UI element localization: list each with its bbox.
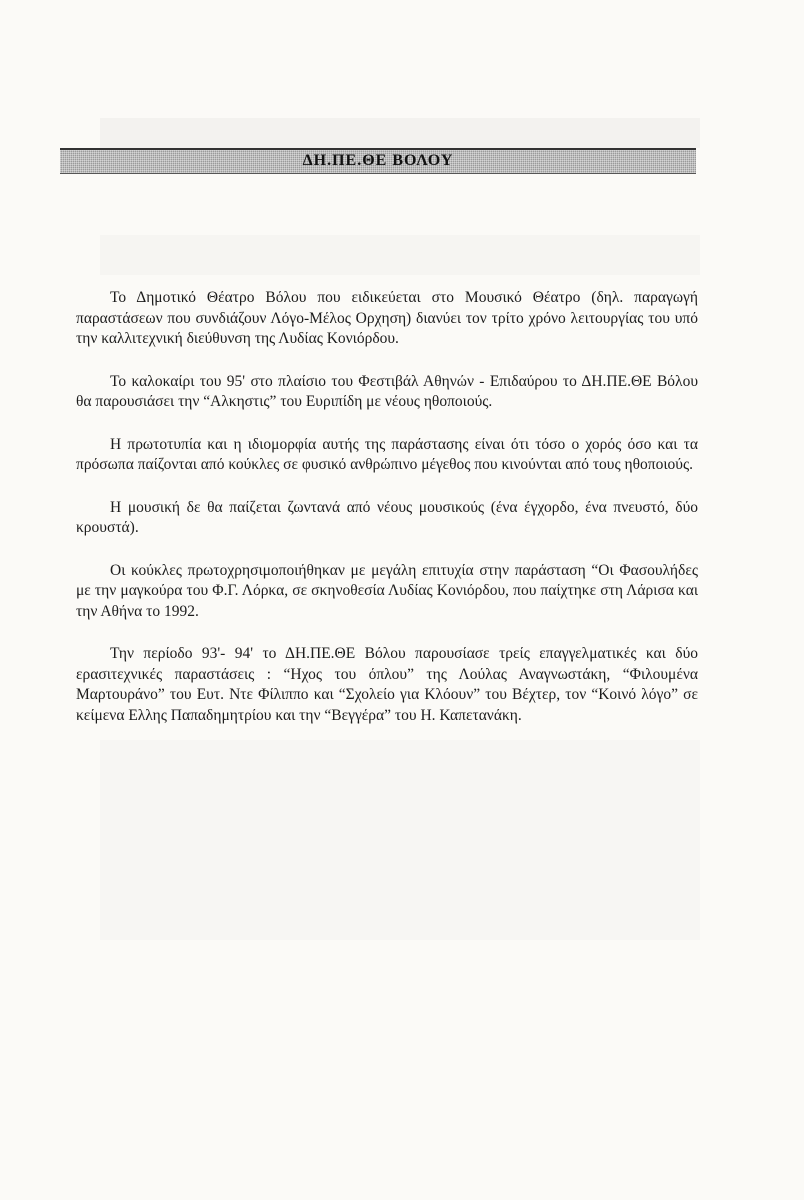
bleed-through-shadow: [100, 235, 700, 275]
bleed-through-shadow: [100, 118, 700, 148]
paragraph: Το Δημοτικό Θέατρο Βόλου που ειδικεύεται στο Μουσικό Θέατρο (δηλ. παραγωγή παραστάσεων που συνδιάζουν Λόγο-Μέλος Ορχηση) διανύει τον τρίτο χρόνο λειτουργίας του υπό την καλλιτεχνική διεύθυνση της Λυδίας Κονιόρδου.: [76, 289, 698, 347]
paragraph: Η μουσική δε θα παίζεται ζωντανά από νέους μουσικούς (ένα έγχορδο, ένα πνευστό, δύο κρουστά).: [76, 498, 698, 536]
paragraph: Το καλοκαίρι του 95' στο πλαίσιο του Φεστιβάλ Αθηνών - Επιδαύρου το ΔΗ.ΠΕ.ΘΕ Βόλου θα παρουσιάσει την “Αλκηστις” του Ευριπίδη με νέους ηθοποιούς.: [76, 372, 698, 410]
paragraph: Η πρωτοτυπία και η ιδιομορφία αυτής της παράστασης είναι ότι τόσο ο χορός όσο και τα πρόσωπα παίζονται από κούκλες σε φυσικό ανθρώπινο μέγεθος που κινούνται από τους ηθοποιούς.: [76, 435, 698, 473]
paragraph: Οι κούκλες πρωτοχρησιμοποιήθηκαν με μεγάλη επιτυχία στην παράσταση “Οι Φασουλήδες με την μαγκούρα του Φ.Γ. Λόρκα, σε σκηνοθεσία Λυδίας Κονιόρδου, που παίχτηκε στη Λάρισα και την Αθήνα το 1992.: [76, 561, 698, 620]
header-bar: [60, 148, 696, 174]
page-title: ΔΗ.ΠΕ.ΘΕ ΒΟΛΟΥ: [302, 152, 454, 169]
paragraph: Την περίοδο 93'- 94' το ΔΗ.ΠΕ.ΘΕ Βόλου παρουσίασε τρείς επαγγελματικές και δύο ερασιτεχνικές παραστάσεις : “Ηχος του όπλου” της Λούλας Αναγνωστάκη, “Φιλουμένα Μαρτουράνο” του Ευτ. Ντε Φίλιππο και “Σχολείο για Κλόουν” του Βέχτερ, τον “Κοινό λόγο” σε κείμενα Ελλης Παπαδημητρίου και την “Βεγγέρα” του Η. Καπετανάκη.: [76, 645, 698, 724]
bleed-through-shadow: [100, 740, 700, 940]
body-text: [76, 288, 698, 748]
